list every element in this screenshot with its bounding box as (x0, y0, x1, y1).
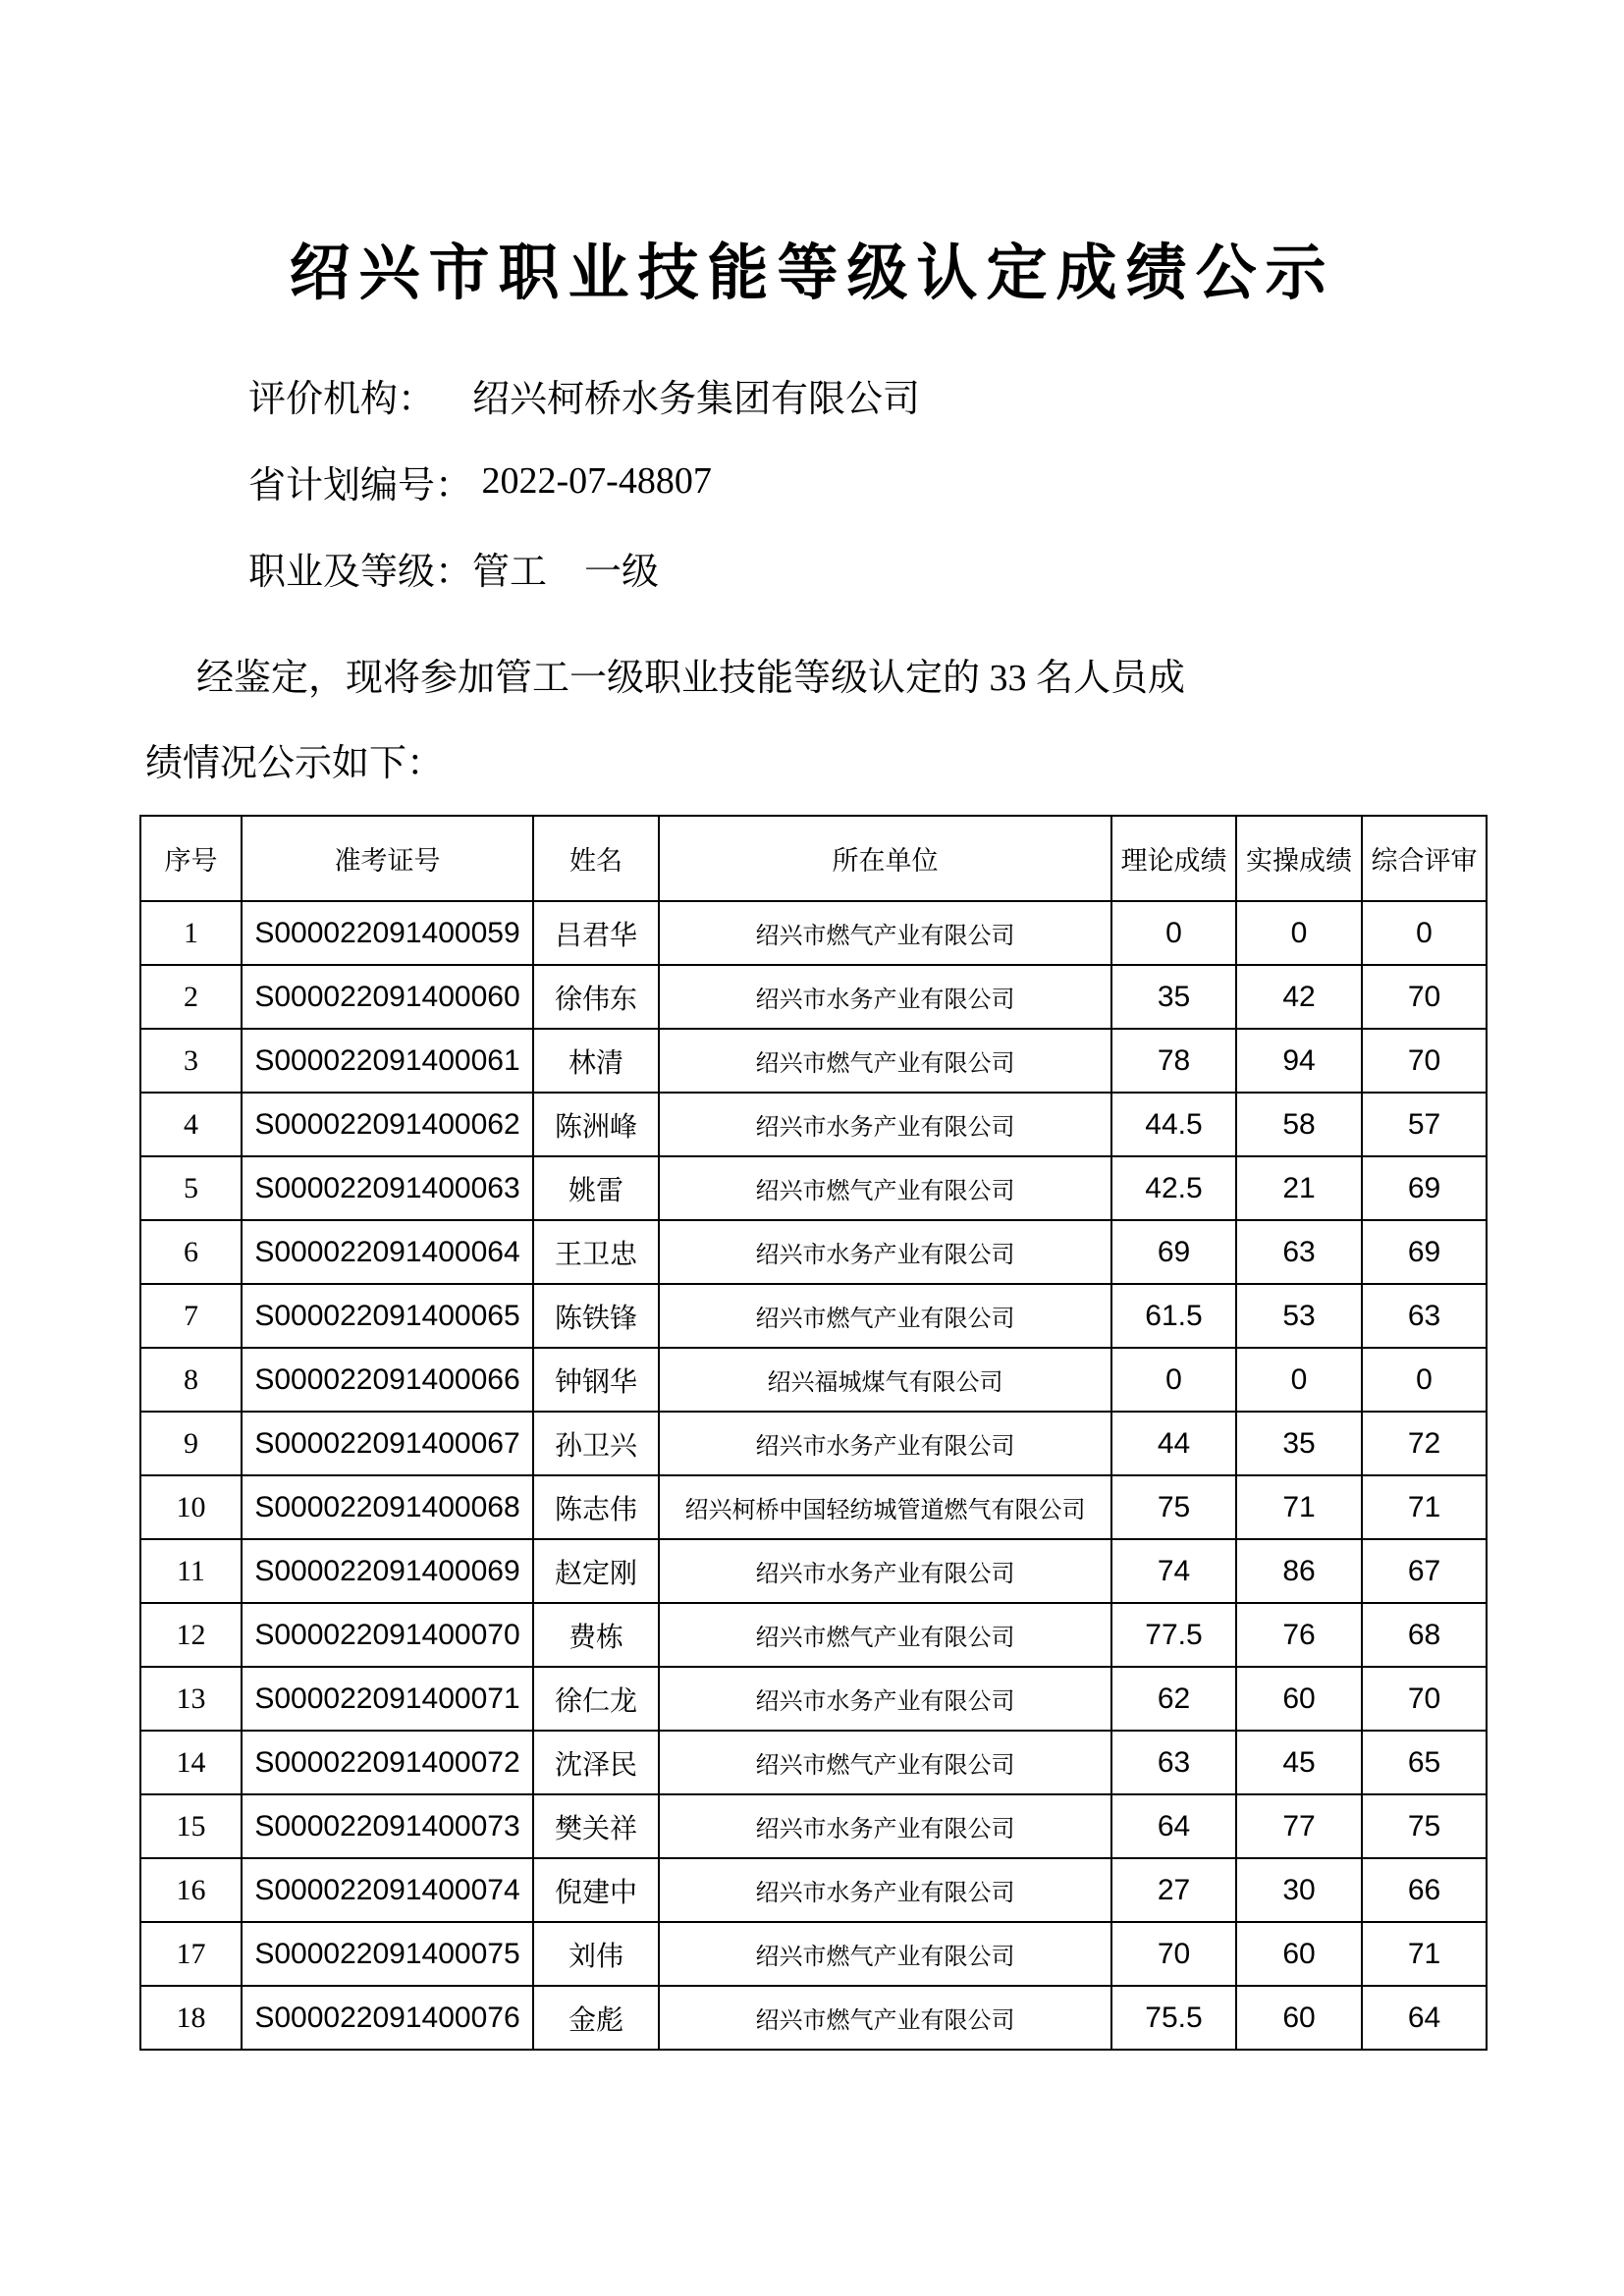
theory-score-cell: 44.5 (1111, 1093, 1236, 1156)
table-row (140, 1667, 1487, 1731)
agency-value: 绍兴柯桥水务集团有限公司 (472, 378, 921, 420)
header-exam-id: 准考证号 (242, 816, 533, 901)
table-row (140, 1922, 1487, 1986)
theory-score-cell: 78 (1111, 1029, 1236, 1093)
theory-score-cell: 27 (1111, 1858, 1236, 1922)
meta-line-occupation (248, 524, 920, 611)
theory-score-cell: 35 (1111, 965, 1236, 1029)
theory-score-cell: 61.5 (1111, 1284, 1236, 1348)
unit-cell: 绍兴市燃气产业有限公司 (659, 1731, 1111, 1794)
table-row (140, 1284, 1487, 1348)
exam-id-cell: S000022091400061 (242, 1029, 533, 1093)
review-score-cell: 70 (1362, 1029, 1487, 1093)
table-row (140, 1858, 1487, 1922)
serial-cell: 14 (140, 1731, 242, 1794)
theory-score-cell: 74 (1111, 1539, 1236, 1603)
exam-id-cell: S000022091400076 (242, 1986, 533, 2050)
name-cell: 徐伟东 (533, 965, 659, 1029)
review-score-cell: 0 (1362, 1348, 1487, 1412)
results-table-body (140, 901, 1487, 2050)
exam-id-cell: S000022091400059 (242, 901, 533, 965)
review-score-cell: 72 (1362, 1412, 1487, 1475)
results-table (139, 815, 1488, 2051)
table-row (140, 1986, 1487, 2050)
review-score-cell: 63 (1362, 1284, 1487, 1348)
header-serial: 序号 (140, 816, 242, 901)
header-theory-score: 理论成绩 (1111, 816, 1236, 901)
theory-score-cell: 62 (1111, 1667, 1236, 1731)
name-cell: 赵定刚 (533, 1539, 659, 1603)
theory-score-cell: 44 (1111, 1412, 1236, 1475)
table-row (140, 1348, 1487, 1412)
exam-id-cell: S000022091400075 (242, 1922, 533, 1986)
review-score-cell: 70 (1362, 1667, 1487, 1731)
agency-label: 评价机构： (248, 378, 436, 420)
theory-score-cell: 70 (1111, 1922, 1236, 1986)
plan-spacer (472, 459, 482, 503)
name-cell: 陈志伟 (533, 1475, 659, 1539)
unit-cell: 绍兴市水务产业有限公司 (659, 1220, 1111, 1284)
practical-score-cell: 0 (1236, 1348, 1362, 1412)
page-title: 绍兴市职业技能等级认定成绩公示 (289, 240, 1335, 307)
meta-block (248, 351, 920, 611)
serial-cell: 2 (140, 965, 242, 1029)
exam-id-cell: S000022091400064 (242, 1220, 533, 1284)
unit-cell: 绍兴市燃气产业有限公司 (659, 1922, 1111, 1986)
serial-cell: 16 (140, 1858, 242, 1922)
review-score-cell: 0 (1362, 901, 1487, 965)
unit-cell: 绍兴市水务产业有限公司 (659, 965, 1111, 1029)
agency-spacer (435, 368, 472, 422)
serial-cell: 15 (140, 1794, 242, 1858)
exam-id-cell: S000022091400068 (242, 1475, 533, 1539)
table-row (140, 1412, 1487, 1475)
exam-id-cell: S000022091400074 (242, 1858, 533, 1922)
name-cell: 徐仁龙 (533, 1667, 659, 1731)
practical-score-cell: 60 (1236, 1922, 1362, 1986)
practical-score-cell: 86 (1236, 1539, 1362, 1603)
table-row (140, 965, 1487, 1029)
table-row (140, 901, 1487, 965)
exam-id-cell: S000022091400069 (242, 1539, 533, 1603)
practical-score-cell: 53 (1236, 1284, 1362, 1348)
practical-score-cell: 63 (1236, 1220, 1362, 1284)
header-unit: 所在单位 (659, 816, 1111, 901)
review-score-cell: 69 (1362, 1156, 1487, 1220)
unit-cell: 绍兴市水务产业有限公司 (659, 1539, 1111, 1603)
review-score-cell: 67 (1362, 1539, 1487, 1603)
serial-cell: 6 (140, 1220, 242, 1284)
name-cell: 金彪 (533, 1986, 659, 2050)
exam-id-cell: S000022091400072 (242, 1731, 533, 1794)
theory-score-cell: 0 (1111, 1348, 1236, 1412)
serial-cell: 17 (140, 1922, 242, 1986)
practical-score-cell: 60 (1236, 1667, 1362, 1731)
unit-cell: 绍兴市燃气产业有限公司 (659, 1156, 1111, 1220)
name-cell: 王卫忠 (533, 1220, 659, 1284)
serial-cell: 1 (140, 901, 242, 965)
practical-score-cell: 0 (1236, 901, 1362, 965)
notice-line-2: 绩情况公示如下： (145, 743, 445, 784)
table-row (140, 1093, 1487, 1156)
practical-score-cell: 21 (1236, 1156, 1362, 1220)
exam-id-cell: S000022091400066 (242, 1348, 533, 1412)
table-row (140, 1029, 1487, 1093)
plan-value: 2022-07-48807 (481, 460, 712, 502)
practical-score-cell: 76 (1236, 1603, 1362, 1667)
theory-score-cell: 63 (1111, 1731, 1236, 1794)
header-review-score: 综合评审 (1362, 816, 1487, 901)
practical-score-cell: 58 (1236, 1093, 1362, 1156)
theory-score-cell: 75 (1111, 1475, 1236, 1539)
theory-score-cell: 77.5 (1111, 1603, 1236, 1667)
name-cell: 陈铁锋 (533, 1284, 659, 1348)
review-score-cell: 70 (1362, 965, 1487, 1029)
theory-score-cell: 42.5 (1111, 1156, 1236, 1220)
header-name: 姓名 (533, 816, 659, 901)
serial-cell: 18 (140, 1986, 242, 2050)
practical-score-cell: 42 (1236, 965, 1362, 1029)
review-score-cell: 71 (1362, 1475, 1487, 1539)
serial-cell: 13 (140, 1667, 242, 1731)
review-score-cell: 57 (1362, 1093, 1487, 1156)
serial-cell: 8 (140, 1348, 242, 1412)
unit-cell: 绍兴市水务产业有限公司 (659, 1412, 1111, 1475)
review-score-cell: 65 (1362, 1731, 1487, 1794)
serial-cell: 11 (140, 1539, 242, 1603)
serial-cell: 7 (140, 1284, 242, 1348)
exam-id-cell: S000022091400060 (242, 965, 533, 1029)
notice-paragraph (145, 636, 1490, 807)
review-score-cell: 64 (1362, 1986, 1487, 2050)
name-cell: 孙卫兴 (533, 1412, 659, 1475)
notice-line-1: 经鉴定，现将参加管工一级职业技能等级认定的 33 名人员成 (196, 658, 1186, 699)
name-cell: 林清 (533, 1029, 659, 1093)
unit-cell: 绍兴市燃气产业有限公司 (659, 1986, 1111, 2050)
table-header-row (140, 816, 1487, 901)
name-cell: 倪建中 (533, 1858, 659, 1922)
unit-cell: 绍兴市水务产业有限公司 (659, 1858, 1111, 1922)
name-cell: 刘伟 (533, 1922, 659, 1986)
practical-score-cell: 60 (1236, 1986, 1362, 2050)
review-score-cell: 68 (1362, 1603, 1487, 1667)
exam-id-cell: S000022091400067 (242, 1412, 533, 1475)
unit-cell: 绍兴市水务产业有限公司 (659, 1667, 1111, 1731)
table-row (140, 1475, 1487, 1539)
table-row (140, 1794, 1487, 1858)
occupation-value: 管工 一级 (472, 551, 660, 593)
review-score-cell: 66 (1362, 1858, 1487, 1922)
theory-score-cell: 69 (1111, 1220, 1236, 1284)
plan-label: 省计划编号： (248, 464, 473, 507)
name-cell: 樊关祥 (533, 1794, 659, 1858)
table-row (140, 1731, 1487, 1794)
table-row (140, 1156, 1487, 1220)
practical-score-cell: 71 (1236, 1475, 1362, 1539)
exam-id-cell: S000022091400070 (242, 1603, 533, 1667)
practical-score-cell: 35 (1236, 1412, 1362, 1475)
serial-cell: 9 (140, 1412, 242, 1475)
serial-cell: 5 (140, 1156, 242, 1220)
practical-score-cell: 94 (1236, 1029, 1362, 1093)
table-row (140, 1220, 1487, 1284)
review-score-cell: 69 (1362, 1220, 1487, 1284)
review-score-cell: 75 (1362, 1794, 1487, 1858)
unit-cell: 绍兴福城煤气有限公司 (659, 1348, 1111, 1412)
serial-cell: 10 (140, 1475, 242, 1539)
practical-score-cell: 30 (1236, 1858, 1362, 1922)
unit-cell: 绍兴柯桥中国轻纺城管道燃气有限公司 (659, 1475, 1111, 1539)
meta-line-agency (248, 351, 920, 438)
exam-id-cell: S000022091400063 (242, 1156, 533, 1220)
unit-cell: 绍兴市燃气产业有限公司 (659, 1603, 1111, 1667)
unit-cell: 绍兴市水务产业有限公司 (659, 1093, 1111, 1156)
exam-id-cell: S000022091400071 (242, 1667, 533, 1731)
name-cell: 沈泽民 (533, 1731, 659, 1794)
occupation-label: 职业及等级： (248, 551, 473, 593)
unit-cell: 绍兴市水务产业有限公司 (659, 1794, 1111, 1858)
serial-cell: 4 (140, 1093, 242, 1156)
practical-score-cell: 45 (1236, 1731, 1362, 1794)
serial-cell: 3 (140, 1029, 242, 1093)
name-cell: 费栋 (533, 1603, 659, 1667)
header-practical-score: 实操成绩 (1236, 816, 1362, 901)
practical-score-cell: 77 (1236, 1794, 1362, 1858)
name-cell: 陈洲峰 (533, 1093, 659, 1156)
serial-cell: 12 (140, 1603, 242, 1667)
name-cell: 钟钢华 (533, 1348, 659, 1412)
theory-score-cell: 75.5 (1111, 1986, 1236, 2050)
unit-cell: 绍兴市燃气产业有限公司 (659, 1284, 1111, 1348)
exam-id-cell: S000022091400073 (242, 1794, 533, 1858)
exam-id-cell: S000022091400065 (242, 1284, 533, 1348)
name-cell: 姚雷 (533, 1156, 659, 1220)
review-score-cell: 71 (1362, 1922, 1487, 1986)
theory-score-cell: 0 (1111, 901, 1236, 965)
name-cell: 吕君华 (533, 901, 659, 965)
table-row (140, 1603, 1487, 1667)
unit-cell: 绍兴市燃气产业有限公司 (659, 901, 1111, 965)
unit-cell: 绍兴市燃气产业有限公司 (659, 1029, 1111, 1093)
exam-id-cell: S000022091400062 (242, 1093, 533, 1156)
meta-line-plan (248, 438, 920, 524)
theory-score-cell: 64 (1111, 1794, 1236, 1858)
table-row (140, 1539, 1487, 1603)
